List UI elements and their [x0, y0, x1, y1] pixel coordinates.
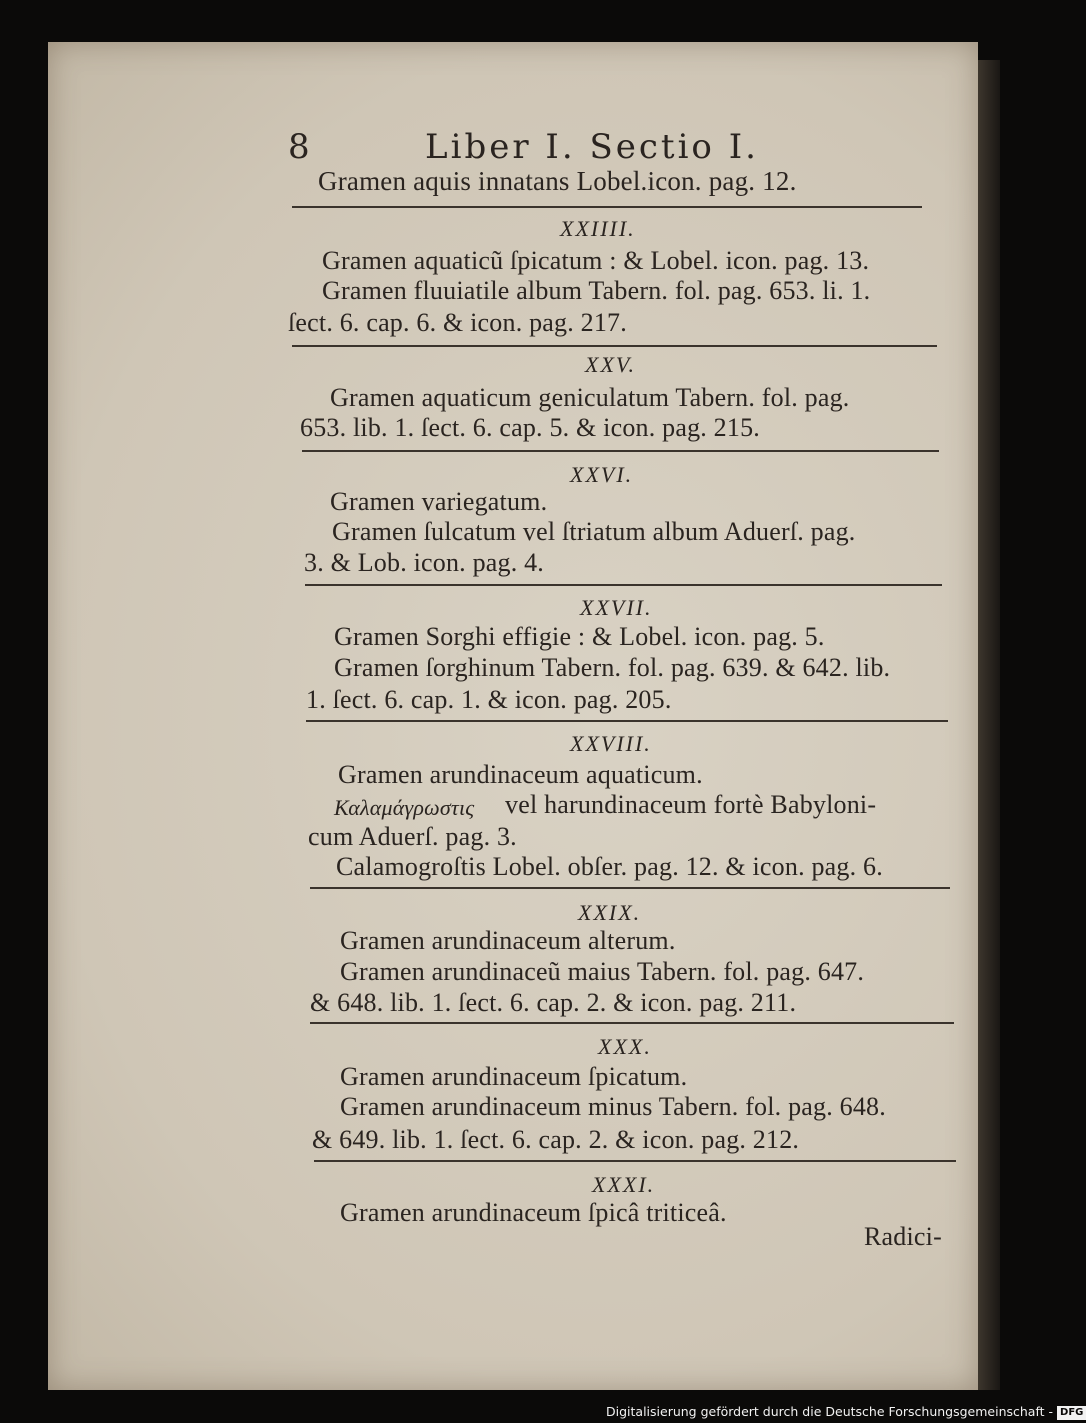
section-numeral: XXIIII. — [560, 216, 636, 241]
text-line: Gramen arundinaceum aquaticum. — [338, 760, 703, 789]
digitization-footer — [606, 1400, 1084, 1423]
text-line: ſect. 6. cap. 6. & icon. pag. 217. — [288, 308, 627, 337]
text-line: Gramen arundinaceum ſpicâ triticeâ. — [340, 1198, 727, 1227]
section-rule — [310, 1022, 954, 1024]
text-line: Gramen ſulcatum vel ſtriatum album Aduerſ. pag. — [332, 517, 856, 546]
running-title: Liber I. Sectio I. — [425, 127, 759, 167]
section-numeral: XXVI. — [570, 462, 634, 487]
text-line: Gramen aquis innatans Lobel.icon. pag. 12. — [318, 166, 797, 196]
text-line: Gramen arundinaceum alterum. — [340, 926, 676, 955]
greek-word: Καλαμάγρωστις — [334, 795, 475, 820]
text-line: Gramen fluuiatile album Tabern. fol. pag. 653. li. 1. — [322, 276, 871, 305]
section-numeral: XXV. — [585, 352, 636, 377]
text-line: Gramen ſorghinum Tabern. fol. pag. 639. & 642. lib. — [334, 653, 891, 682]
text-line: & 648. lib. 1. ſect. 6. cap. 2. & icon. pag. 211. — [310, 988, 797, 1017]
section-rule — [292, 345, 937, 347]
section-rule — [310, 887, 950, 889]
section-rule — [302, 450, 939, 452]
text-line: cum Aduerſ. pag. 3. — [308, 822, 517, 851]
text-line: Calamogroſtis Lobel. obſer. pag. 12. & icon. pag. 6. — [336, 852, 883, 881]
section-numeral: XXIX. — [578, 900, 642, 925]
text-line: Gramen variegatum. — [330, 487, 548, 516]
text-line: 1. ſect. 6. cap. 1. & icon. pag. 205. — [306, 685, 672, 714]
catchword: Radici- — [864, 1222, 942, 1251]
section-rule — [306, 720, 948, 722]
text-line: Gramen arundinaceum minus Tabern. fol. pag. 648. — [340, 1092, 886, 1121]
section-numeral: XXVIII. — [570, 731, 652, 756]
footer-text: Digitalisierung gefördert durch die Deutsche Forschungsgemeinschaft - — [606, 1404, 1054, 1419]
text-line: 3. & Lob. icon. pag. 4. — [304, 548, 545, 577]
section-numeral: XXX. — [598, 1034, 652, 1059]
text-line: & 649. lib. 1. ſect. 6. cap. 2. & icon. pag. 212. — [312, 1125, 800, 1154]
section-numeral: XXXI. — [592, 1172, 656, 1197]
section-rule — [292, 206, 922, 208]
text-line: Gramen Sorghi effigie : & Lobel. icon. pag. 5. — [334, 622, 825, 651]
section-rule — [314, 1160, 956, 1162]
text-line: 653. lib. 1. ſect. 6. cap. 5. & icon. pag. 215. — [300, 413, 760, 442]
text-line: Gramen arundinaceũ maius Tabern. fol. pag. 647. — [340, 957, 865, 986]
text-line: Gramen arundinaceum ſpicatum. — [340, 1062, 688, 1091]
section-numeral: XXVII. — [580, 595, 653, 620]
dfg-logo: DFG — [1057, 1406, 1086, 1420]
section-rule — [305, 584, 942, 586]
text-line: vel harundinaceum fortè Babyloni- — [505, 790, 877, 819]
text-line: Gramen aquaticũ ſpicatum : & Lobel. icon. pag. 13. — [322, 246, 870, 275]
page-number: 8 — [288, 127, 313, 167]
text-line: Gramen aquaticum geniculatum Tabern. fol. pag. — [330, 383, 850, 412]
